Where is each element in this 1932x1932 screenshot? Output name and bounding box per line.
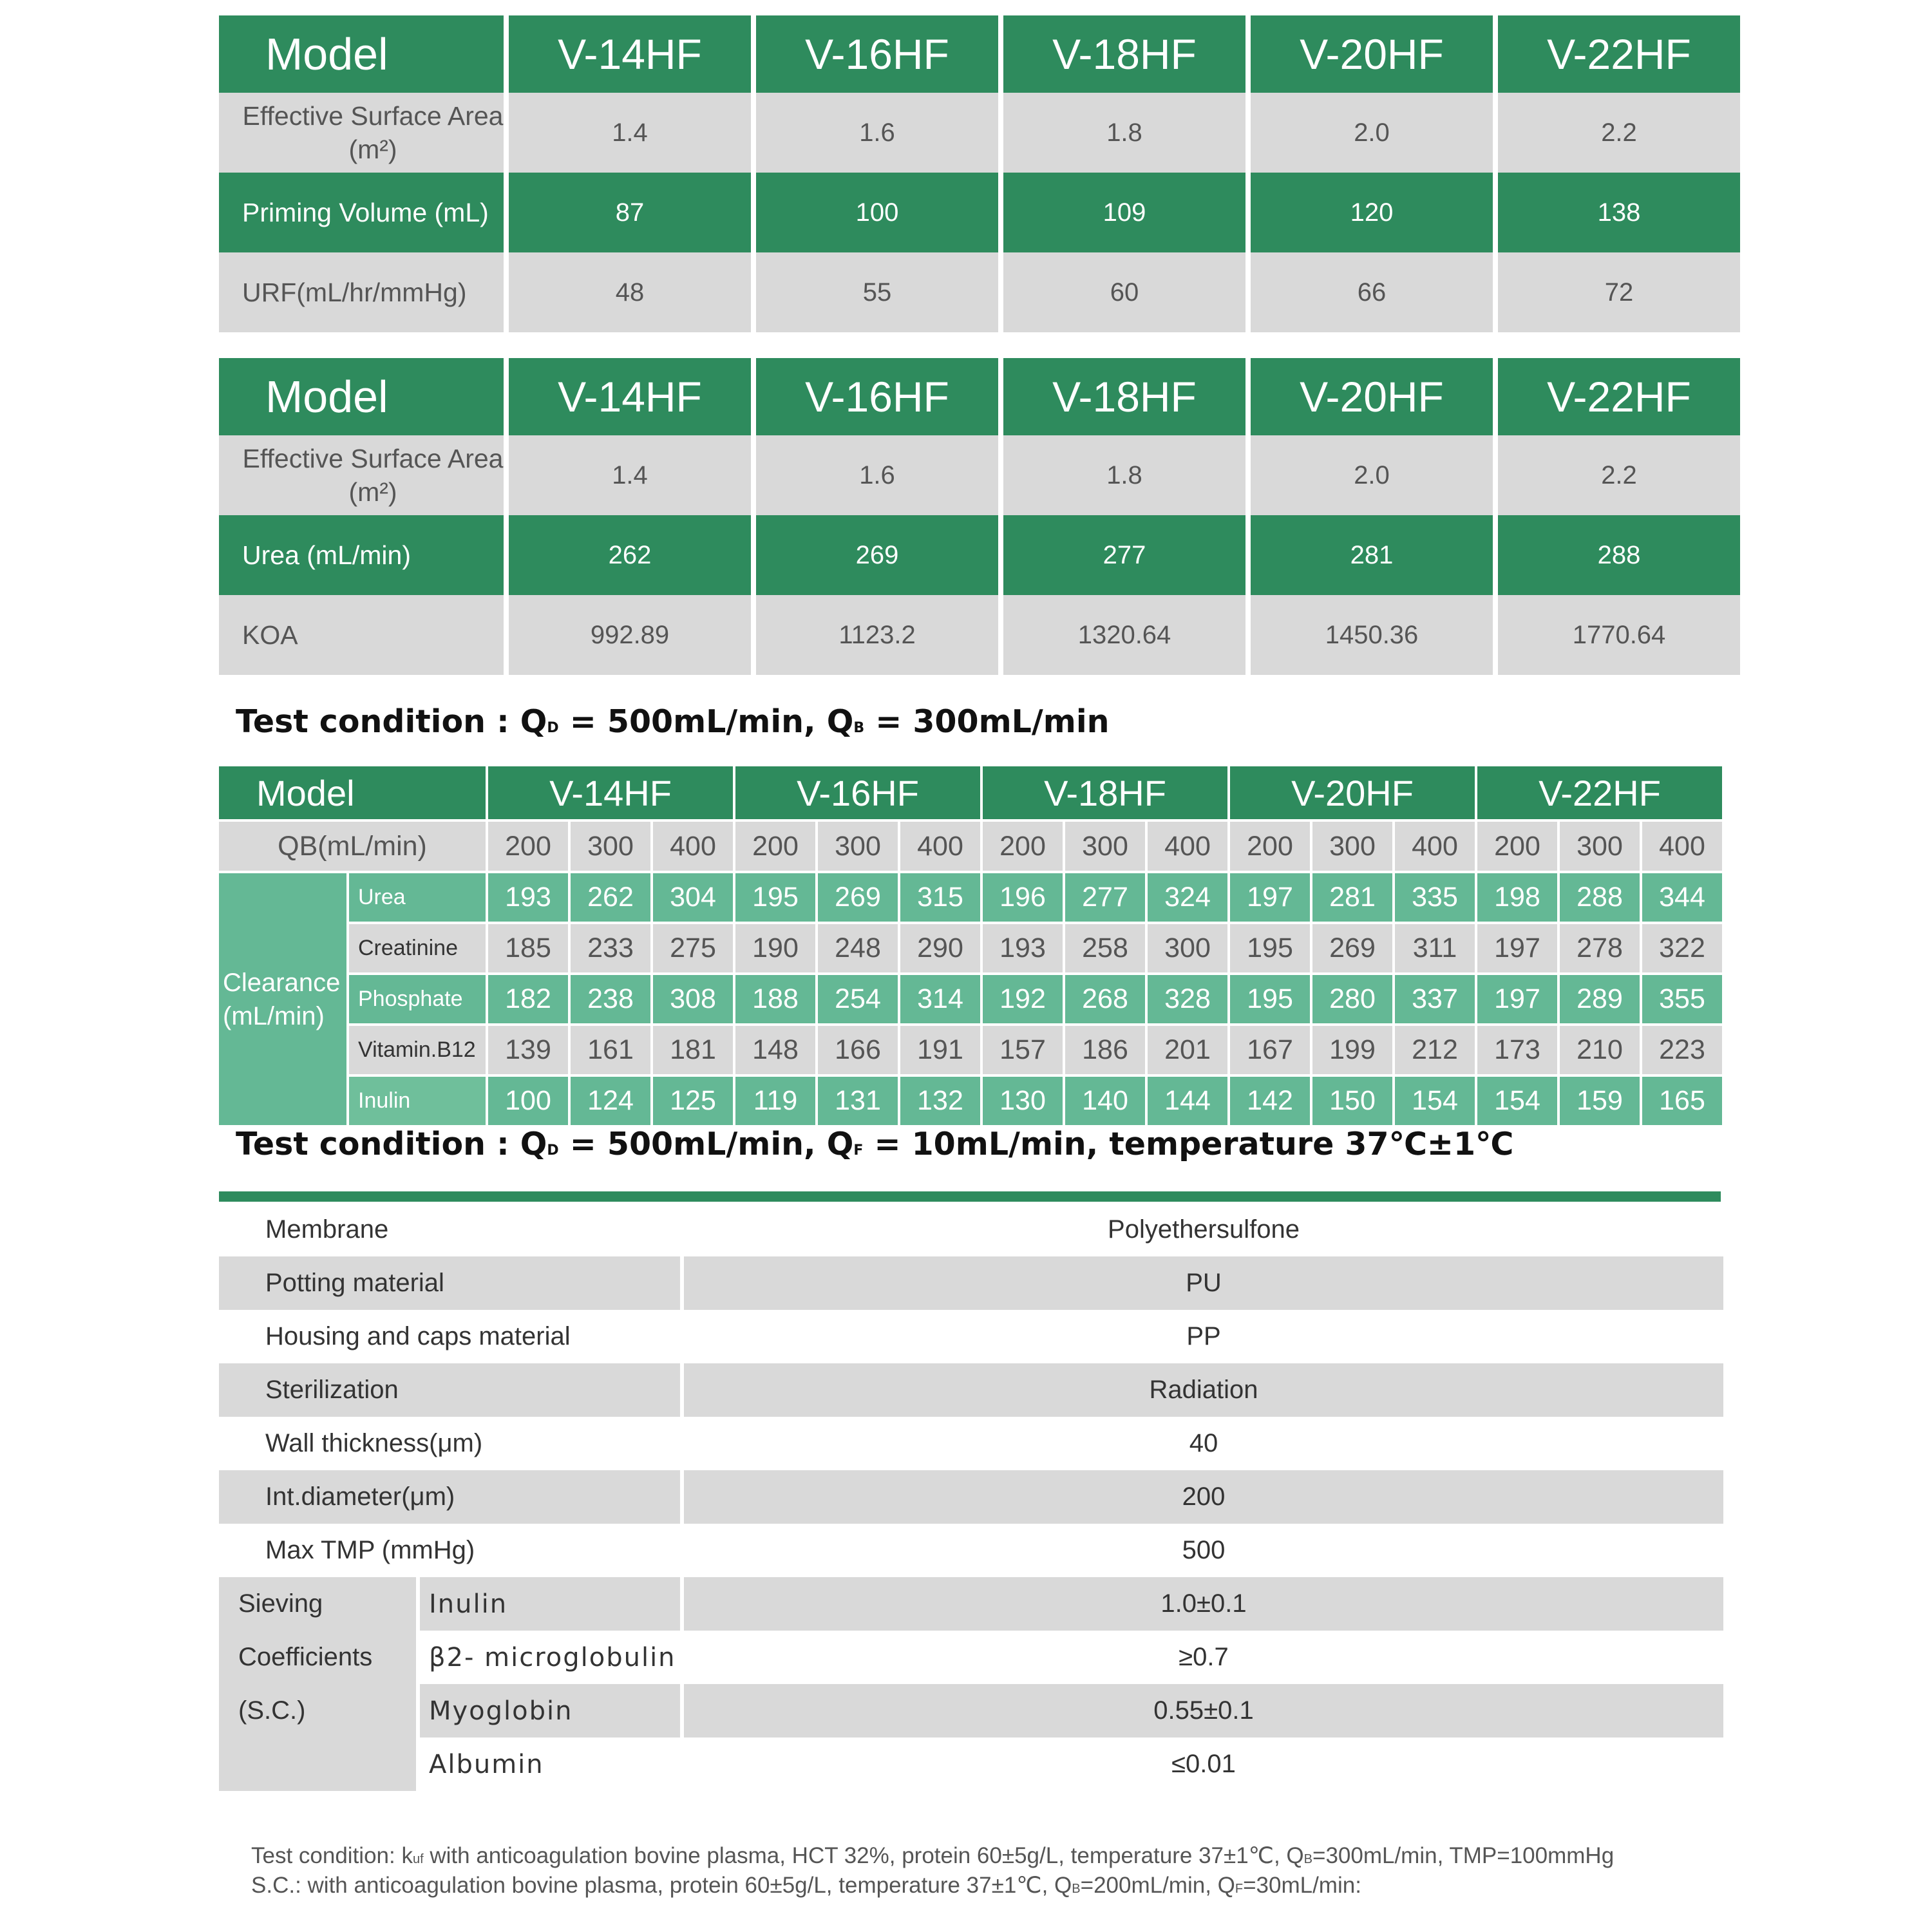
qb-value: 300 [571, 822, 650, 871]
table-cell: 100 [488, 1077, 568, 1125]
table-cell: 269 [818, 873, 898, 922]
header-v22hf: V-22HF [1498, 15, 1740, 93]
sieving-item-label: Albumin [420, 1738, 680, 1791]
header-v18hf: V-18HF [1003, 358, 1245, 435]
sieving-coefficients-label [219, 1577, 416, 1791]
table-cell: 159 [1560, 1077, 1640, 1125]
table-cell: 233 [571, 924, 650, 972]
spec-value: Radiation [684, 1363, 1723, 1417]
clearance-label [219, 873, 346, 1125]
spec-value: 200 [684, 1470, 1723, 1524]
table-cell: 60 [1003, 252, 1245, 332]
row-label-koa: KOA [219, 595, 504, 675]
sieving-item-value: ≤0.01 [684, 1738, 1723, 1791]
qb-value: 200 [488, 822, 568, 871]
qb-value: 400 [1395, 822, 1475, 871]
header-v18hf: V-18HF [1003, 15, 1245, 93]
table-cell: 238 [571, 975, 650, 1023]
row-label-urf: URF(mL/hr/mmHg) [219, 252, 504, 332]
spec-label: Max TMP (mmHg) [219, 1524, 680, 1577]
row-label-urea: Urea (mL/min) [219, 515, 504, 595]
table-cell: 288 [1498, 515, 1740, 595]
spec-label: Sterilization [219, 1363, 680, 1417]
spec-label: Wall thickness(μm) [219, 1417, 680, 1470]
table-cell: 1123.2 [756, 595, 998, 675]
table-cell: 131 [818, 1077, 898, 1125]
table-cell: 1.4 [509, 435, 751, 515]
table-cell: 157 [983, 1026, 1063, 1074]
spec-label: Int.diameter(μm) [219, 1470, 680, 1524]
table-cell: 150 [1312, 1077, 1392, 1125]
table-cell: 1.8 [1003, 93, 1245, 173]
table-cell: 335 [1395, 873, 1475, 922]
table-cell: 258 [1065, 924, 1145, 972]
qb-value: 400 [900, 822, 980, 871]
spec-table-koa [219, 358, 1713, 675]
row-label-surface-area: Effective Surface Area (m²) [219, 93, 504, 173]
table-cell: 109 [1003, 173, 1245, 252]
sieving-item-label: Inulin [420, 1577, 680, 1631]
header-model: Model [219, 766, 486, 819]
test-condition-1: Test condition : QD = 500mL/min, QB = 300mL/min [236, 703, 1110, 740]
table-cell: 165 [1642, 1077, 1722, 1125]
qb-value: 300 [818, 822, 898, 871]
table-cell: 185 [488, 924, 568, 972]
table-cell: 195 [735, 873, 815, 922]
table-cell: 173 [1477, 1026, 1557, 1074]
header-model-v-18hf: V-18HF [983, 766, 1227, 819]
footnote-kuf: Test condition: kuf with anticoagulation bovine plasma, HCT 32%, protein 60±5g/L, temperature 37±1℃, QB=300mL/min, TMP=100mmHg [251, 1843, 1615, 1868]
table-cell: 210 [1560, 1026, 1640, 1074]
table-cell: 1320.64 [1003, 595, 1245, 675]
table-cell: 2.2 [1498, 93, 1740, 173]
table-cell: 188 [735, 975, 815, 1023]
header-model-v-14hf: V-14HF [488, 766, 733, 819]
header-v14hf: V-14HF [509, 15, 751, 93]
qb-value: 200 [1230, 822, 1310, 871]
header-model-v-20hf: V-20HF [1230, 766, 1475, 819]
table-cell: 87 [509, 173, 751, 252]
header-model-v-16hf: V-16HF [735, 766, 980, 819]
table-cell: 254 [818, 975, 898, 1023]
table-cell: 192 [983, 975, 1063, 1023]
clearance-label-line2: (mL/min) [223, 1001, 325, 1030]
table-cell: 130 [983, 1077, 1063, 1125]
header-model: Model [219, 15, 504, 93]
table-cell: 278 [1560, 924, 1640, 972]
table-cell: 311 [1395, 924, 1475, 972]
spec-label: Housing and caps material [219, 1310, 680, 1363]
table-cell: 139 [488, 1026, 568, 1074]
header-v20hf: V-20HF [1251, 15, 1493, 93]
table-cell: 66 [1251, 252, 1493, 332]
header-v20hf: V-20HF [1251, 358, 1493, 435]
table-cell: 281 [1251, 515, 1493, 595]
qb-value: 300 [1065, 822, 1145, 871]
table-cell: 304 [653, 873, 733, 922]
footnote-sc: S.C.: with anticoagulation bovine plasma, protein 60±5g/L, temperature 37±1℃, QB=200mL/min, QF=30mL/min: [251, 1873, 1361, 1898]
sieving-label-line3: (S.C.) [238, 1696, 306, 1725]
table-cell: 308 [653, 975, 733, 1023]
sieving-label-line1: Sieving [238, 1589, 323, 1618]
table-cell: 132 [900, 1077, 980, 1125]
table-cell: 142 [1230, 1077, 1310, 1125]
spec-value: 500 [684, 1524, 1723, 1577]
table-cell: 193 [488, 873, 568, 922]
table-cell: 55 [756, 252, 998, 332]
table-cell: 1.4 [509, 93, 751, 173]
clearance-row-label: Urea [349, 873, 486, 922]
table-cell: 198 [1477, 873, 1557, 922]
table-cell: 154 [1395, 1077, 1475, 1125]
table-cell: 48 [509, 252, 751, 332]
table-cell: 315 [900, 873, 980, 922]
table-cell: 992.89 [509, 595, 751, 675]
table-cell: 195 [1230, 924, 1310, 972]
test-condition-2: Test condition : QD = 500mL/min, QF = 10mL/min, temperature 37℃±1℃ [236, 1126, 1514, 1162]
spec-table-priming [219, 15, 1713, 332]
table-cell: 269 [756, 515, 998, 595]
table-cell: 275 [653, 924, 733, 972]
table-cell: 289 [1560, 975, 1640, 1023]
clearance-row-label: Creatinine [349, 924, 486, 972]
header-v14hf: V-14HF [509, 358, 751, 435]
table-cell: 1770.64 [1498, 595, 1740, 675]
qb-label: QB(mL/min) [219, 822, 486, 871]
qb-value: 400 [653, 822, 733, 871]
header-v22hf: V-22HF [1498, 358, 1740, 435]
clearance-row-label: Inulin [349, 1077, 486, 1125]
table-cell: 182 [488, 975, 568, 1023]
table-cell: 262 [571, 873, 650, 922]
sieving-item-value: ≥0.7 [684, 1631, 1723, 1684]
table-cell: 120 [1251, 173, 1493, 252]
table-cell: 186 [1065, 1026, 1145, 1074]
clearance-row-label: Phosphate [349, 975, 486, 1023]
spec-value: Polyethersulfone [684, 1203, 1723, 1256]
clearance-table [219, 766, 1722, 1125]
spec-value: PP [684, 1310, 1723, 1363]
row-label-priming-volume: Priming Volume (mL) [219, 173, 504, 252]
table-cell: 277 [1003, 515, 1245, 595]
spec-label: Potting material [219, 1256, 680, 1310]
qb-value: 200 [735, 822, 815, 871]
qb-value: 300 [1560, 822, 1640, 871]
table-cell: 72 [1498, 252, 1740, 332]
sieving-label-line2: Coefficients [238, 1643, 373, 1671]
table-cell: 167 [1230, 1026, 1310, 1074]
clearance-label-line1: Clearance [223, 968, 341, 997]
table-cell: 324 [1148, 873, 1227, 922]
table-cell: 191 [900, 1026, 980, 1074]
table-cell: 1450.36 [1251, 595, 1493, 675]
table-cell: 355 [1642, 975, 1722, 1023]
sieving-item-label: Myoglobin [420, 1684, 680, 1738]
table-cell: 154 [1477, 1077, 1557, 1125]
table-cell: 100 [756, 173, 998, 252]
qb-value: 200 [1477, 822, 1557, 871]
sieving-item-value: 1.0±0.1 [684, 1577, 1723, 1631]
table-cell: 197 [1477, 975, 1557, 1023]
qb-value: 400 [1642, 822, 1722, 871]
table-cell: 2.0 [1251, 435, 1493, 515]
table-cell: 144 [1148, 1077, 1227, 1125]
table-cell: 328 [1148, 975, 1227, 1023]
header-v16hf: V-16HF [756, 358, 998, 435]
table-cell: 248 [818, 924, 898, 972]
table-cell: 190 [735, 924, 815, 972]
header-v16hf: V-16HF [756, 15, 998, 93]
table-cell: 138 [1498, 173, 1740, 252]
material-spec-table [219, 1203, 1721, 1791]
header-model-v-22hf: V-22HF [1477, 766, 1722, 819]
table-cell: 268 [1065, 975, 1145, 1023]
qb-value: 400 [1148, 822, 1227, 871]
table-cell: 314 [900, 975, 980, 1023]
table-cell: 2.0 [1251, 93, 1493, 173]
table-cell: 288 [1560, 873, 1640, 922]
table-cell: 1.6 [756, 93, 998, 173]
table-cell: 201 [1148, 1026, 1227, 1074]
table-cell: 344 [1642, 873, 1722, 922]
table-cell: 262 [509, 515, 751, 595]
table-cell: 280 [1312, 975, 1392, 1023]
sieving-item-label: β2- microglobulin [420, 1631, 680, 1684]
table-cell: 140 [1065, 1077, 1145, 1125]
table-cell: 223 [1642, 1026, 1722, 1074]
table-cell: 281 [1312, 873, 1392, 922]
qb-value: 300 [1312, 822, 1392, 871]
table-cell: 181 [653, 1026, 733, 1074]
sieving-item-value: 0.55±0.1 [684, 1684, 1723, 1738]
spec-label: Membrane [219, 1203, 680, 1256]
table-cell: 197 [1477, 924, 1557, 972]
table-cell: 2.2 [1498, 435, 1740, 515]
table-cell: 148 [735, 1026, 815, 1074]
qb-value: 200 [983, 822, 1063, 871]
table-cell: 193 [983, 924, 1063, 972]
table-cell: 196 [983, 873, 1063, 922]
table-cell: 337 [1395, 975, 1475, 1023]
header-model: Model [219, 358, 504, 435]
table-cell: 322 [1642, 924, 1722, 972]
table-cell: 277 [1065, 873, 1145, 922]
table-cell: 124 [571, 1077, 650, 1125]
table-cell: 125 [653, 1077, 733, 1125]
table-cell: 1.6 [756, 435, 998, 515]
table-cell: 166 [818, 1026, 898, 1074]
table-cell: 199 [1312, 1026, 1392, 1074]
clearance-row-label: Vitamin.B12 [349, 1026, 486, 1074]
table-cell: 269 [1312, 924, 1392, 972]
spec-value: PU [684, 1256, 1723, 1310]
table-cell: 300 [1148, 924, 1227, 972]
table-cell: 197 [1230, 873, 1310, 922]
table-cell: 161 [571, 1026, 650, 1074]
table-cell: 119 [735, 1077, 815, 1125]
table-cell: 1.8 [1003, 435, 1245, 515]
section-divider [219, 1191, 1721, 1202]
table-cell: 290 [900, 924, 980, 972]
spec-value: 40 [684, 1417, 1723, 1470]
table-cell: 212 [1395, 1026, 1475, 1074]
table-cell: 195 [1230, 975, 1310, 1023]
row-label-surface-area: Effective Surface Area (m²) [219, 435, 504, 515]
